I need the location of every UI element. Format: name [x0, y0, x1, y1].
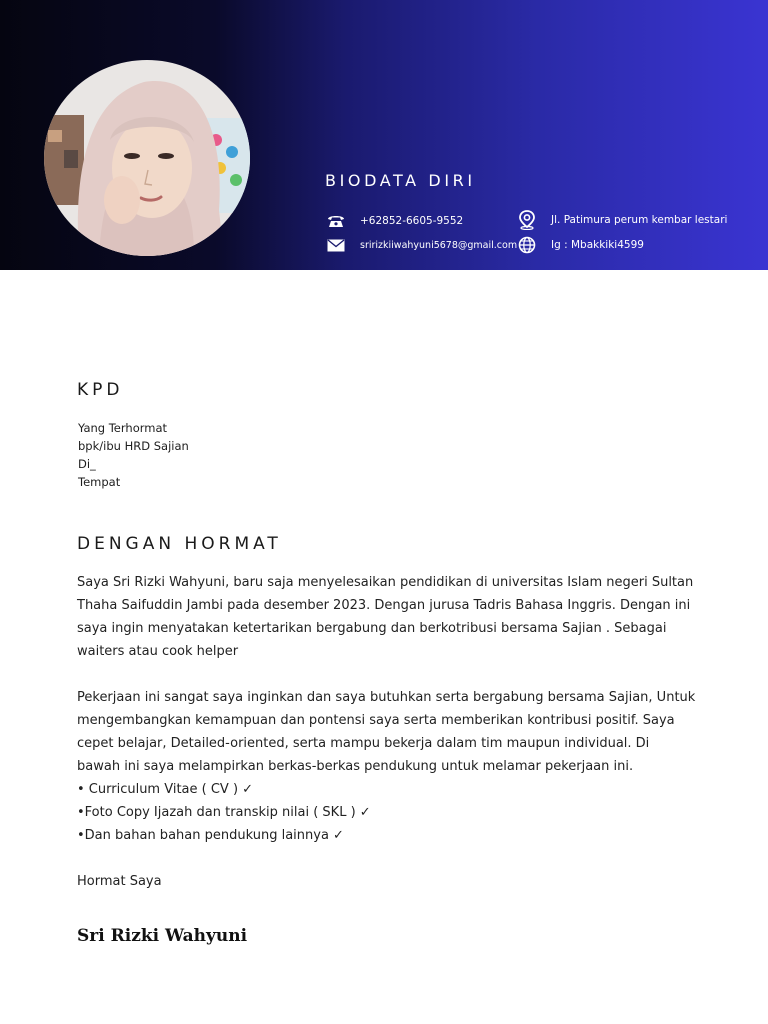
recipient-line: bpk/ibu HRD Sajian: [78, 439, 189, 453]
paragraph-line: mengembangkan kemampuan dan pontensi saya serta memberikan kontribusi positif. Saya: [77, 713, 675, 728]
profile-photo: [44, 60, 250, 256]
recipient-block: [78, 419, 189, 491]
mail-icon: [325, 237, 347, 253]
closing-text: Hormat Saya: [77, 874, 162, 889]
address-text: Jl. Patimura perum kembar lestari: [551, 214, 728, 226]
phone-row: [325, 213, 463, 229]
paragraph-line: Saya Sri Rizki Wahyuni, baru saja menyelesaikan pendidikan di universitas Islam negeri Sultan: [77, 575, 694, 590]
instagram-row: [516, 237, 644, 253]
instagram-handle: Ig : Mbakkiki4599: [551, 239, 644, 251]
phone-number: +62852-6605-9552: [360, 215, 464, 227]
email-row: [325, 237, 517, 253]
paragraph-line: Thaha Saifuddin Jambi pada desember 2023. Dengan jurusa Tadris Bahasa Inggris. Dengan ini: [77, 598, 691, 613]
address-row: [516, 212, 727, 228]
greeting-heading: DENGAN HORMAT: [77, 534, 282, 554]
signature-name: Sri Rizki Wahyuni: [77, 926, 248, 946]
page-title: BIODATA DIRI: [325, 171, 476, 190]
letter-body: [77, 571, 707, 893]
location-pin-icon: [516, 212, 538, 228]
attachment-item: •Foto Copy Ijazah dan transkip nilai ( SKL ) ✓: [77, 805, 371, 820]
email-address: sririzkiiwahyuni5678@gmail.com: [360, 239, 518, 251]
kpd-heading: KPD: [77, 380, 124, 400]
paragraph-line: Pekerjaan ini sangat saya inginkan dan saya butuhkan serta bergabung bersama Sajian, Untuk: [77, 690, 696, 705]
attachment-item: •Dan bahan bahan pendukung lainnya ✓: [77, 828, 344, 843]
recipient-line: Yang Terhormat: [78, 421, 168, 435]
attachment-item: • Curriculum Vitae ( CV ) ✓: [77, 782, 254, 797]
paragraph-line: saya ingin menyatakan ketertarikan bergabung dan berkotribusi bersama Sajian . Sebagai: [77, 621, 667, 636]
paragraph-line: bawah ini saya melampirkan berkas-berkas pendukung untuk melamar pekerjaan ini.: [77, 759, 634, 774]
phone-icon: [325, 213, 347, 229]
header-banner: [0, 0, 768, 270]
paragraph-line: cepet belajar, Detailed-oriented, serta mampu bekerja dalam tim maupun individual. Di: [77, 736, 650, 751]
globe-icon: [516, 237, 538, 253]
recipient-line: Tempat: [78, 475, 121, 489]
recipient-line: Di_: [78, 457, 96, 471]
paragraph-line: waiters atau cook helper: [77, 644, 239, 659]
